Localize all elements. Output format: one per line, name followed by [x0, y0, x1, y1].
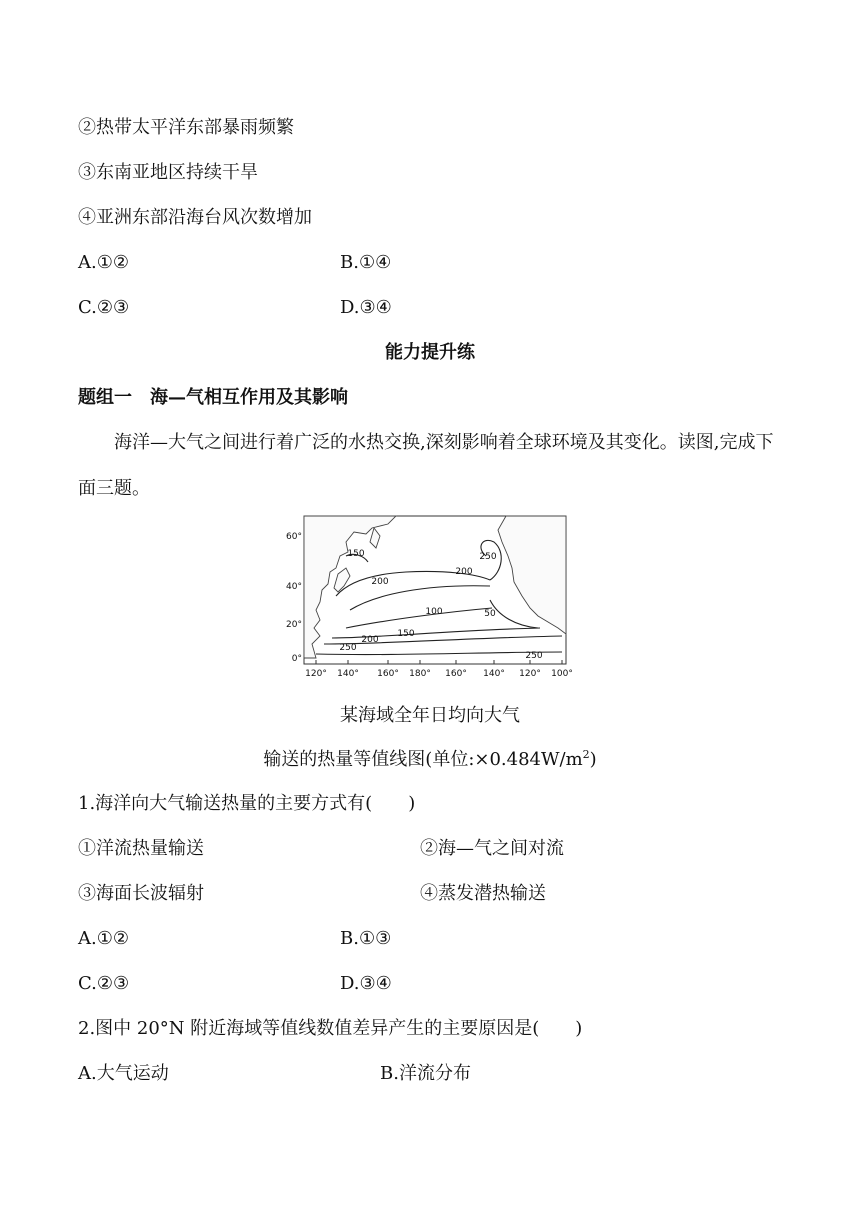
q1-answer-d: D.③④ [340, 973, 392, 994]
prev-option-2: ②热带太平洋东部暴雨频繁 [78, 117, 294, 138]
lon-label: 140° [337, 669, 359, 679]
q2-stem: 2.图中 20°N 附近海域等值线数值差异产生的主要原因是( ) [78, 1018, 583, 1039]
prev-answer-c: C.②③ [78, 297, 130, 318]
contour-label: 100 [425, 607, 443, 617]
q1-answer-c: C.②③ [78, 973, 130, 994]
lon-label: 120° [519, 669, 541, 679]
contour-label: 250 [525, 651, 543, 661]
q2-answer-a: A.大气运动 [78, 1063, 169, 1084]
q1-answer-b: B.①③ [340, 928, 392, 949]
q1-answer-a: A.①② [78, 928, 129, 949]
lat-label: 60° [286, 532, 302, 542]
contour-label: 50 [484, 609, 496, 619]
lon-label: 100° [551, 669, 573, 679]
contour-map [276, 512, 576, 684]
caption-unit-superscript: 2 [582, 748, 590, 761]
contour-label: 200 [361, 635, 379, 645]
contour-label: 250 [339, 643, 357, 653]
caption-line-2: 输送的热量等值线图(单位$:\times 0.484W/m^2$) [263, 748, 597, 770]
prev-answer-a: A.①② [78, 252, 129, 273]
lat-label: 20° [286, 620, 302, 630]
contour-label: 150 [397, 629, 415, 639]
q1-option-2: ②海—气之间对流 [420, 838, 564, 859]
contour-label: 250 [479, 552, 497, 562]
intro-paragraph: 海洋—大气之间进行着广泛的水热交换,深刻影响着全球环境及其变化。读图,完成下面三题。 [78, 432, 774, 499]
prev-option-4: ④亚洲东部沿海台风次数增加 [78, 207, 312, 228]
prev-answer-d: D.③④ [340, 297, 392, 318]
lat-label: 0° [291, 654, 302, 664]
q2-answer-b: B.洋流分布 [380, 1063, 471, 1084]
q1-stem: 1.海洋向大气输送热量的主要方式有( ) [78, 793, 416, 814]
q1-option-4: ④蒸发潜热输送 [420, 883, 546, 904]
lon-label: 140° [483, 669, 505, 679]
lon-label: 160° [377, 669, 399, 679]
contour-label: 200 [455, 567, 473, 577]
caption-line-1: 某海域全年日均向大气 [340, 705, 520, 726]
q1-option-1: ①洋流热量输送 [78, 838, 204, 859]
group-title: 题组一 海—气相互作用及其影响 [78, 387, 348, 408]
contour-label: 200 [371, 577, 389, 587]
section-title: 能力提升练 [385, 342, 475, 363]
lat-label: 40° [286, 582, 302, 592]
contour-label: 150 [347, 549, 365, 559]
lon-label: 160° [445, 669, 467, 679]
lon-label: 120° [305, 669, 327, 679]
q1-option-3: ③海面长波辐射 [78, 883, 204, 904]
prev-answer-b: B.①④ [340, 252, 392, 273]
prev-option-3: ③东南亚地区持续干旱 [78, 162, 258, 183]
lon-label: 180° [409, 669, 431, 679]
